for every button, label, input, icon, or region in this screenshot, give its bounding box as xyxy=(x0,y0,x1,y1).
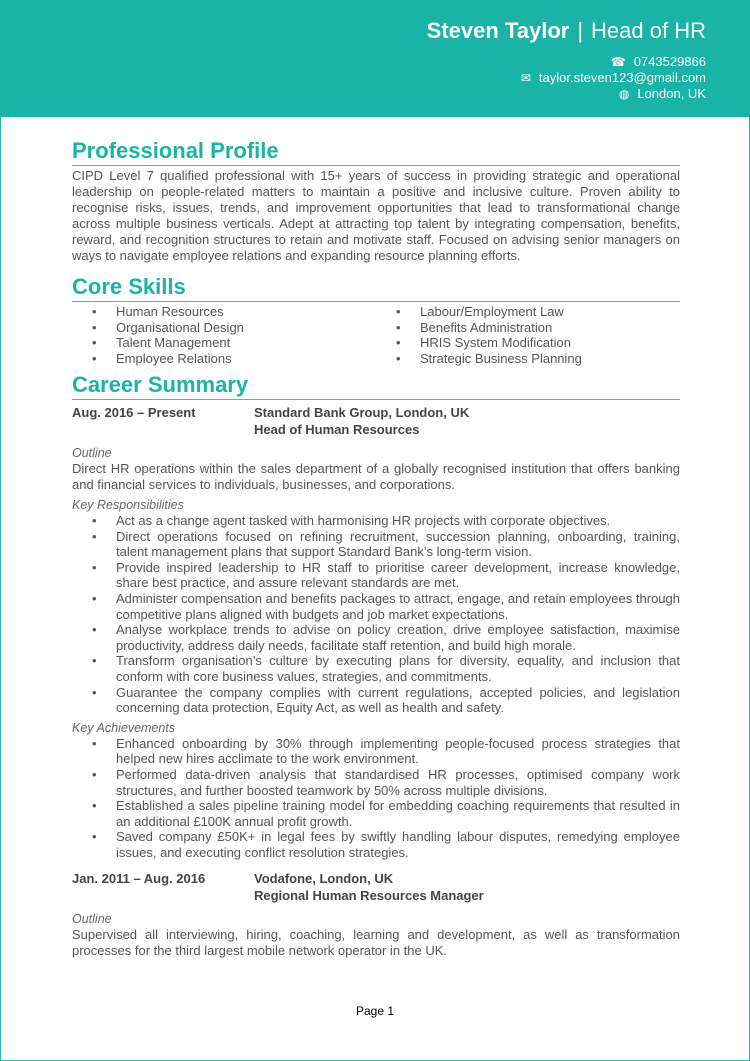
phone-number: 0743529866 xyxy=(633,54,706,69)
candidate-name: Steven Taylor xyxy=(426,18,570,43)
section-divider xyxy=(72,301,680,302)
name-line xyxy=(427,18,706,44)
outline-text: Direct HR operations within the sales department of a globally recognised institution that offers banking and financial services to individuals, businesses, and corporations. xyxy=(72,461,680,492)
profile-heading: Professional Profile xyxy=(72,138,279,163)
skill-item: • Employee Relations xyxy=(72,351,376,367)
contact-phone xyxy=(611,54,706,69)
skills-columns xyxy=(72,304,680,366)
profile-text: CIPD Level 7 qualified professional with 15+ years of success in providing strategic and operational leadership on people-related matters to maintain a positive and inclusive culture. Proven ability to recognise risks, issues, trends, and improvement opportunities that lead to transformational change across multiple business verticals. Adept at attracting top talent by integrating compensation, benefits, reward, and recognition structures to retain and motivate staff. Focused on advising senior managers on ways to navigate employee relations and expanding resource planning efforts. xyxy=(72,168,680,263)
skills-section xyxy=(72,274,680,366)
achievements-list xyxy=(72,736,680,861)
achievement-item: • Performed data-driven analysis that standardised HR processes, optimised company work structures, and further boosted teamwork by 50% across multiple divisions. xyxy=(72,767,680,798)
job-dates: Aug. 2016 – Present xyxy=(72,405,196,420)
responsibility-item: • Guarantee the company complies with current regulations, accepted policies, and legislation concerning data protection, Equity Act, as well as health and safety. xyxy=(72,685,680,716)
skills-right-list xyxy=(376,304,680,366)
job-title: Regional Human Resources Manager xyxy=(254,888,484,904)
skill-item: • Labour/Employment Law xyxy=(376,304,680,320)
achievement-item: • Enhanced onboarding by 30% through implementing people-focused process strategies that helped new hires acclimate to the work environment. xyxy=(72,736,680,767)
skill-item: • Benefits Administration xyxy=(376,320,680,336)
achievements-label: Key Achievements xyxy=(72,720,176,735)
skill-item: • HRIS System Modification xyxy=(376,335,680,351)
outline-label: Outline xyxy=(72,912,112,927)
email-address: taylor.steven123@gmail.com xyxy=(538,70,706,85)
contact-email xyxy=(521,70,706,85)
responsibility-item: • Direct operations focused on refining recruitment, succession planning, onboarding, training, talent management plans that support Standard Bank’s long-term vision. xyxy=(72,529,680,560)
candidate-role: Head of HR xyxy=(591,18,706,43)
header-banner xyxy=(0,0,750,117)
responsibility-item: • Transform organisation’s culture by executing plans for diversity, equality, and inclusion that conform with core business values, strategies, and commitments. xyxy=(72,653,680,684)
job-company: Standard Bank Group, London, UK xyxy=(254,405,470,420)
achievement-item: • Established a sales pipeline training model for embedding coaching requirements that resulted in an additional £100K annual profit growth. xyxy=(72,798,680,829)
job-company: Vodafone, London, UK xyxy=(254,871,394,887)
contact-location xyxy=(619,86,706,101)
achievement-item: • Saved company £50K+ in legal fees by swiftly handling labour disputes, remedying employee issues, and executing conflict resolution strategies. xyxy=(72,829,680,860)
responsibilities-list xyxy=(72,513,680,716)
job-header xyxy=(72,870,680,887)
phone-icon: ☎ xyxy=(610,55,626,69)
skill-item: • Strategic Business Planning xyxy=(376,351,680,367)
location-text: London, UK xyxy=(637,86,706,101)
skills-left-list xyxy=(72,304,376,366)
envelope-icon: ✉ xyxy=(520,71,531,85)
globe-icon: ◍ xyxy=(618,87,630,101)
skill-item: • Talent Management xyxy=(72,335,376,351)
skills-heading: Core Skills xyxy=(72,274,186,299)
responsibilities-label: Key Responsibilities xyxy=(72,498,184,512)
name-separator: | xyxy=(577,18,584,43)
responsibility-item: • Analyse workplace trends to advise on policy creation, drive employee satisfaction, maximise productivity, address daily needs, facilitate staff retention, and build high morale. xyxy=(72,622,680,653)
skill-item: • Human Resources xyxy=(72,304,376,320)
responsibility-item: • Provide inspired leadership to HR staff to prioritise career development, increase knowledge, share best practice, and assure relevant standards are met. xyxy=(72,560,680,591)
section-divider xyxy=(72,399,680,400)
responsibility-item: • Administer compensation and benefits packages to attract, engage, and retain employees through competitive plans aligned with budgets and job market expectations. xyxy=(72,591,680,622)
section-divider xyxy=(72,165,680,166)
outline-text: Supervised all interviewing, hiring, coaching, learning and development, as well as transformation processes for the third largest mobile network operator in the UK. xyxy=(72,927,680,959)
job-entry xyxy=(72,870,680,959)
responsibility-item: • Act as a change agent tasked with harmonising HR projects with corporate objectives. xyxy=(72,513,680,529)
job-header xyxy=(72,404,680,421)
profile-section xyxy=(72,138,680,264)
career-heading: Career Summary xyxy=(72,372,249,397)
job-dates: Jan. 2011 – Aug. 2016 xyxy=(72,871,206,887)
resume-body xyxy=(72,138,680,959)
skill-item: • Organisational Design xyxy=(72,320,376,336)
page-number: Page 1 xyxy=(355,1004,395,1018)
career-section xyxy=(72,372,680,959)
outline-label: Outline xyxy=(72,446,112,460)
job-title: Head of Human Resources xyxy=(254,422,420,437)
job-entry xyxy=(72,404,680,860)
